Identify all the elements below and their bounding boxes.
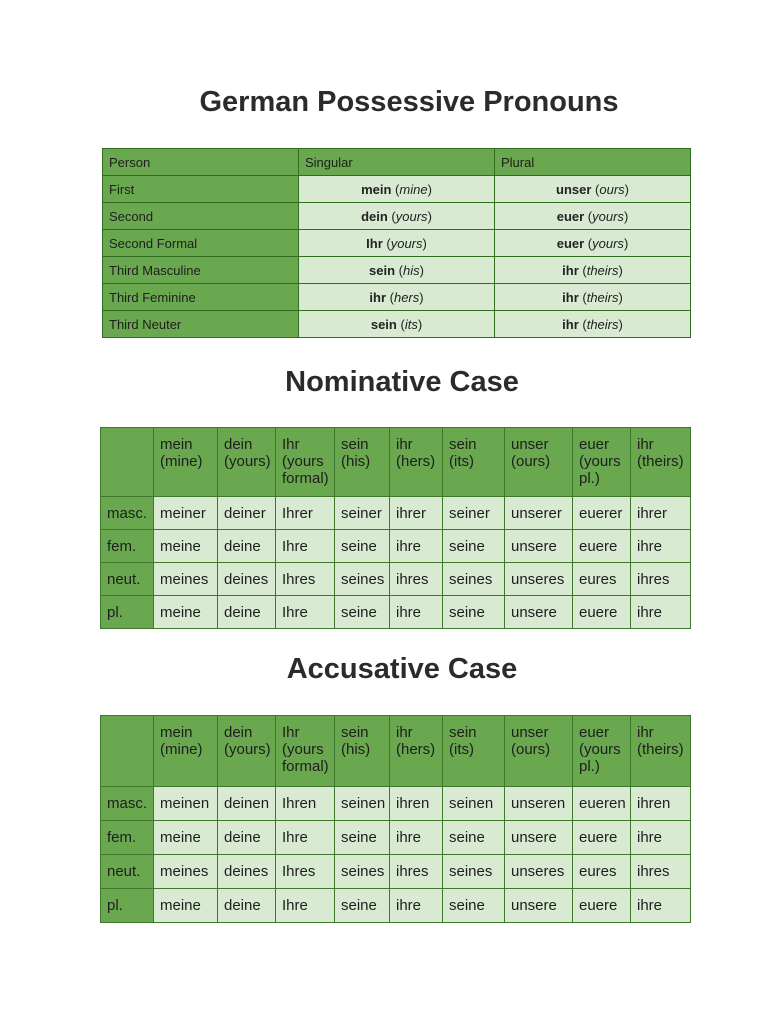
declined-form: unserer: [505, 497, 573, 530]
pronoun-meaning: hers: [393, 289, 420, 305]
declined-form: seines: [335, 563, 390, 596]
person-label: Third Feminine: [103, 284, 299, 311]
declined-form: deine: [218, 821, 276, 855]
declined-form: ihres: [631, 855, 691, 889]
column-header-line: (ours): [511, 741, 551, 758]
declined-form: seine: [335, 596, 390, 629]
column-header-line: unser: [511, 724, 549, 741]
column-header: [443, 716, 505, 787]
declined-form: unseres: [505, 563, 573, 596]
column-header: [276, 716, 335, 787]
declined-form: euere: [573, 889, 631, 923]
nominative-case-heading: Nominative Case: [285, 366, 519, 398]
plural-cell: ihr (theirs): [495, 311, 691, 338]
gender-label: neut.: [101, 563, 154, 596]
column-header-line: (its): [449, 453, 474, 470]
declined-form: ihre: [631, 821, 691, 855]
pronoun-word: euer: [556, 208, 585, 224]
declined-form: ihre: [390, 821, 443, 855]
declined-form: unseren: [505, 787, 573, 821]
singular-cell: Ihr (yours): [299, 230, 495, 257]
possessive-pronouns-table: [102, 148, 691, 338]
column-header: [505, 716, 573, 787]
column-header: [390, 428, 443, 497]
column-header: Person: [103, 149, 299, 176]
declined-form: unsere: [505, 821, 573, 855]
column-header-line: (theirs): [637, 453, 684, 470]
declined-form: seines: [335, 855, 390, 889]
declined-form: meine: [154, 821, 218, 855]
declined-form: seines: [443, 563, 505, 596]
declined-form: unsere: [505, 596, 573, 629]
case-row: [101, 889, 691, 923]
declined-form: Ihres: [276, 855, 335, 889]
column-header: Plural: [495, 149, 691, 176]
declined-form: eures: [573, 563, 631, 596]
pronoun-meaning: its: [404, 316, 418, 332]
declined-form: meines: [154, 563, 218, 596]
gender-label: pl.: [101, 596, 154, 629]
declined-form: meine: [154, 596, 218, 629]
table-row: [103, 257, 691, 284]
column-header: [276, 428, 335, 497]
column-header-line: (yours: [282, 741, 324, 758]
column-header-line: ihr: [396, 436, 413, 453]
declined-form: euere: [573, 596, 631, 629]
column-header-line: (hers): [396, 741, 436, 758]
column-header: [573, 428, 631, 497]
declined-form: meiner: [154, 497, 218, 530]
declined-form: eures: [573, 855, 631, 889]
column-header: [631, 428, 691, 497]
column-header-line: (yours): [224, 453, 271, 470]
column-header-line: pl.): [579, 470, 600, 487]
declined-form: seinen: [443, 787, 505, 821]
case-row: [101, 530, 691, 563]
column-header-line: Ihr: [282, 436, 300, 453]
declined-form: Ihre: [276, 596, 335, 629]
column-header-line: (his): [341, 453, 371, 470]
table-row: [103, 230, 691, 257]
table-row: [103, 176, 691, 203]
pronoun-word: euer: [556, 235, 585, 251]
column-header-line: ihr: [637, 436, 654, 453]
case-row: [101, 497, 691, 530]
column-header-line: ihr: [396, 724, 413, 741]
singular-cell: sein (its): [299, 311, 495, 338]
declined-form: deine: [218, 530, 276, 563]
pronoun-meaning: ours: [599, 181, 625, 197]
pronoun-word: unser: [556, 181, 592, 197]
accusative-case-heading: Accusative Case: [286, 653, 518, 685]
column-header-line: (its): [449, 741, 474, 758]
declined-form: deine: [218, 889, 276, 923]
declined-form: seiner: [443, 497, 505, 530]
declined-form: meines: [154, 855, 218, 889]
declined-form: unsere: [505, 530, 573, 563]
column-header: Singular: [299, 149, 495, 176]
declined-form: ihre: [631, 596, 691, 629]
declined-form: ihres: [390, 855, 443, 889]
case-row: [101, 563, 691, 596]
column-header-line: (hers): [396, 453, 436, 470]
pronoun-word: sein: [370, 316, 397, 332]
column-header: [218, 428, 276, 497]
gender-label: masc.: [101, 787, 154, 821]
case-row: [101, 596, 691, 629]
column-header-line: sein: [449, 436, 477, 453]
declined-form: seine: [335, 821, 390, 855]
column-header-line: sein: [449, 724, 477, 741]
column-header: [218, 716, 276, 787]
declined-form: seine: [443, 530, 505, 563]
column-header-line: (ours): [511, 453, 551, 470]
column-header: [505, 428, 573, 497]
column-header-line: ihr: [637, 724, 654, 741]
pronoun-meaning: his: [403, 262, 420, 278]
declined-form: Ihren: [276, 787, 335, 821]
column-header-line: pl.): [579, 758, 600, 775]
column-header-line: formal): [282, 758, 329, 775]
case-header-row: [101, 428, 691, 497]
column-header: [631, 716, 691, 787]
declined-form: euerer: [573, 497, 631, 530]
declined-form: deinen: [218, 787, 276, 821]
person-label: Second: [103, 203, 299, 230]
declined-form: meine: [154, 530, 218, 563]
declined-form: deiner: [218, 497, 276, 530]
declined-form: seine: [443, 889, 505, 923]
declined-form: euere: [573, 530, 631, 563]
column-header: [443, 428, 505, 497]
column-header: [335, 428, 390, 497]
column-header-line: (mine): [160, 741, 203, 758]
singular-cell: mein (mine): [299, 176, 495, 203]
declined-form: ihres: [390, 563, 443, 596]
column-header-line: sein: [341, 724, 369, 741]
case-row: [101, 821, 691, 855]
declined-form: ihren: [631, 787, 691, 821]
column-header-line: Ihr: [282, 724, 300, 741]
declined-form: ihrer: [631, 497, 691, 530]
declined-form: meinen: [154, 787, 218, 821]
declined-form: eueren: [573, 787, 631, 821]
gender-label: pl.: [101, 889, 154, 923]
declined-form: deine: [218, 596, 276, 629]
declined-form: ihres: [631, 563, 691, 596]
declined-form: Ihrer: [276, 497, 335, 530]
column-header: [573, 716, 631, 787]
case-header-row: [101, 716, 691, 787]
declined-form: seiner: [335, 497, 390, 530]
pronoun-meaning: theirs: [586, 262, 619, 278]
declined-form: unseres: [505, 855, 573, 889]
table-header-row: [103, 149, 691, 176]
column-header-line: euer: [579, 436, 610, 453]
declined-form: seines: [443, 855, 505, 889]
column-header-line: (mine): [160, 453, 203, 470]
column-header-line: (yours: [579, 741, 621, 758]
plural-cell: ihr (theirs): [495, 284, 691, 311]
person-label: Third Neuter: [103, 311, 299, 338]
declined-form: ihre: [390, 889, 443, 923]
column-header-line: dein: [224, 436, 253, 453]
corner-cell: [101, 428, 154, 497]
corner-cell: [101, 716, 154, 787]
column-header-line: (yours: [579, 453, 621, 470]
pronoun-meaning: yours: [390, 235, 423, 251]
pronoun-meaning: theirs: [586, 289, 619, 305]
declined-form: deines: [218, 563, 276, 596]
declined-form: seinen: [335, 787, 390, 821]
pronoun-meaning: yours: [395, 208, 428, 224]
pronoun-word: ihr: [562, 289, 579, 305]
declined-form: ihrer: [390, 497, 443, 530]
gender-label: fem.: [101, 530, 154, 563]
singular-cell: ihr (hers): [299, 284, 495, 311]
pronoun-word: sein: [369, 262, 396, 278]
case-row: [101, 855, 691, 889]
declined-form: unsere: [505, 889, 573, 923]
plural-cell: unser (ours): [495, 176, 691, 203]
column-header-line: (theirs): [637, 741, 684, 758]
declined-form: euere: [573, 821, 631, 855]
column-header: [390, 716, 443, 787]
column-header: [335, 716, 390, 787]
pronoun-meaning: yours: [592, 208, 624, 224]
declined-form: ihre: [631, 889, 691, 923]
gender-label: fem.: [101, 821, 154, 855]
declined-form: ihren: [390, 787, 443, 821]
declined-form: seine: [335, 530, 390, 563]
column-header-line: (yours): [224, 741, 271, 758]
table-row: [103, 284, 691, 311]
declined-form: ihre: [631, 530, 691, 563]
plural-cell: ihr (theirs): [495, 257, 691, 284]
nominative-case-table: [100, 427, 691, 629]
declined-form: seine: [335, 889, 390, 923]
declined-form: seine: [443, 821, 505, 855]
column-header-line: dein: [224, 724, 253, 741]
declined-form: Ihres: [276, 563, 335, 596]
column-header: [154, 428, 218, 497]
pronoun-word: dein: [361, 208, 388, 224]
plural-cell: euer (yours): [495, 230, 691, 257]
gender-label: neut.: [101, 855, 154, 889]
pronoun-meaning: mine: [399, 181, 428, 197]
column-header-line: sein: [341, 436, 369, 453]
column-header-line: unser: [511, 436, 549, 453]
column-header-line: euer: [579, 724, 610, 741]
column-header-line: (yours: [282, 453, 324, 470]
plural-cell: euer (yours): [495, 203, 691, 230]
declined-form: seine: [443, 596, 505, 629]
pronoun-word: mein: [361, 181, 392, 197]
column-header-line: mein: [160, 436, 193, 453]
column-header-line: (his): [341, 741, 371, 758]
column-header: [154, 716, 218, 787]
accusative-case-table: [100, 715, 691, 923]
case-row: [101, 787, 691, 821]
singular-cell: sein (his): [299, 257, 495, 284]
table-row: [103, 203, 691, 230]
table-row: [103, 311, 691, 338]
declined-form: deines: [218, 855, 276, 889]
declined-form: Ihre: [276, 889, 335, 923]
declined-form: ihre: [390, 596, 443, 629]
column-header-line: mein: [160, 724, 193, 741]
page-title: German Possessive Pronouns: [199, 86, 619, 118]
declined-form: Ihre: [276, 530, 335, 563]
gender-label: masc.: [101, 497, 154, 530]
pronoun-word: ihr: [369, 289, 387, 305]
declined-form: ihre: [390, 530, 443, 563]
pronoun-word: Ihr: [366, 235, 383, 251]
singular-cell: dein (yours): [299, 203, 495, 230]
declined-form: meine: [154, 889, 218, 923]
pronoun-word: ihr: [562, 316, 579, 332]
declined-form: Ihre: [276, 821, 335, 855]
pronoun-meaning: yours: [592, 235, 624, 251]
person-label: First: [103, 176, 299, 203]
pronoun-meaning: theirs: [586, 316, 619, 332]
person-label: Second Formal: [103, 230, 299, 257]
pronoun-word: ihr: [562, 262, 579, 278]
column-header-line: formal): [282, 470, 329, 487]
person-label: Third Masculine: [103, 257, 299, 284]
